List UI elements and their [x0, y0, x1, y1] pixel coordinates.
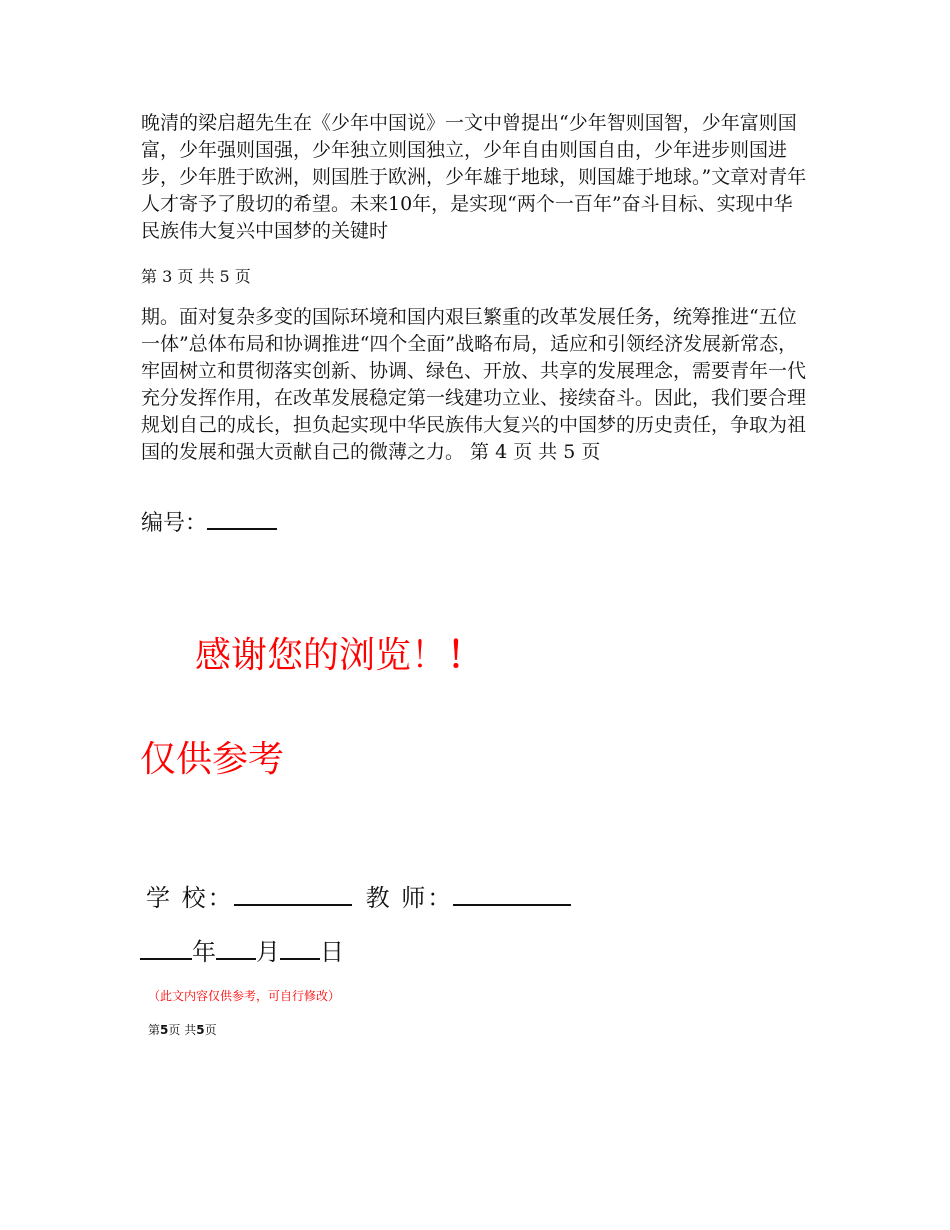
teacher-blank: [453, 882, 571, 906]
footer-prefix: 第: [148, 1023, 161, 1037]
teacher-label: 教 师：: [365, 884, 454, 912]
page-number-marker: 第 3 页 共 5 页: [141, 267, 251, 286]
body-paragraph: 晚清的梁启超先生在《少年中国说》一文中曾提出“少年智则国智，少年富则国富，少年强则国强，少年独立则国独立，少年自由则国自由，少年进步则国进步，少年胜于欧洲，则国胜于欧洲，少年雄于地球，则国雄于地球。”文章对青年人才寄予了殷切的希望。未来10年，是实现“两个一百年”奋斗目标、实现中华民族伟大复兴中国梦的关键时: [141, 112, 807, 242]
reference-only-heading: 仅供参考: [140, 739, 285, 780]
month-label: 月: [256, 938, 280, 966]
thanks-message: [195, 630, 483, 682]
page-footer: [148, 1021, 217, 1039]
editable-note: （此文内容仅供参考，可自行修改）: [148, 989, 341, 1003]
serial-number-blank: [207, 508, 277, 530]
day-label: 日: [320, 938, 344, 966]
footer-current-page: 5: [160, 1023, 169, 1037]
day-blank: [280, 936, 320, 960]
footer-total-pages: 5: [196, 1023, 205, 1037]
school-blank: [234, 882, 352, 906]
serial-number-field: [141, 508, 277, 540]
date-line: [140, 934, 344, 970]
signature-line: [146, 880, 571, 916]
year-blank: [140, 936, 192, 960]
school-label: 学 校：: [146, 884, 234, 912]
thanks-emphasis: ！: [447, 635, 484, 676]
body-paragraph: 期。面对复杂多变的国际环境和国内艰巨繁重的改革发展任务，统筹推进“五位一体”总体布局和协调推进“四个全面”战略布局，适应和引领经济发展新常态，牢固树立和贯彻落实创新、协调、绿色、开放、共享的发展理念，需要青年一代充分发挥作用，在改革发展稳定第一线建功立业、接续奋斗。因此，我们要合理规划自己的成长，担负起实现中华民族伟大复兴的中国梦的历史责任，争取为祖国的发展和强大贡献自己的微薄之力。 第 4 页 共 5 页: [141, 306, 807, 463]
thanks-text: 感谢您的浏览！: [195, 635, 448, 676]
serial-number-label: 编号：: [141, 511, 208, 536]
month-blank: [216, 936, 256, 960]
footer-suffix: 页: [204, 1023, 217, 1037]
footer-middle: 页 共: [168, 1023, 197, 1037]
year-label: 年: [192, 938, 216, 966]
